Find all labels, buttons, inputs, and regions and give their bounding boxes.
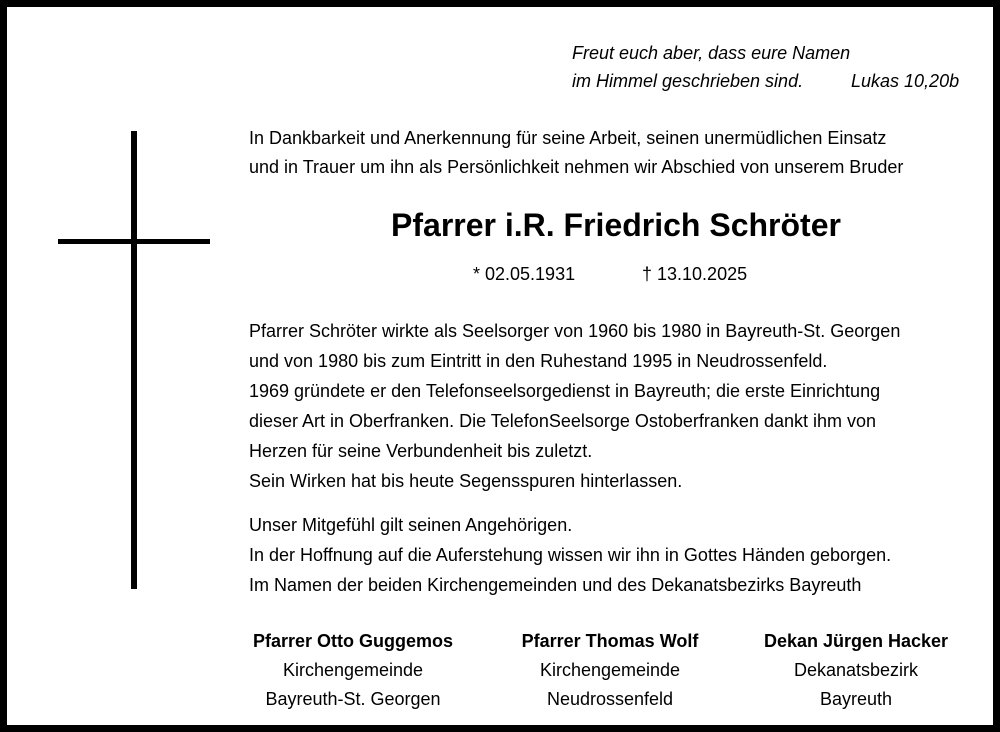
biography-line: und von 1980 bis zum Eintritt in den Ruhestand 1995 in Neudrossenfeld.	[249, 351, 828, 371]
deceased-name: Pfarrer i.R. Friedrich Schröter	[391, 207, 841, 243]
bible-verse-line-2: im Himmel geschrieben sind.	[572, 71, 804, 91]
condolence-text	[249, 510, 891, 600]
signatory-parish: Kirchengemeinde	[539, 660, 681, 680]
bible-verse-reference: Lukas 10,20b	[851, 71, 960, 91]
biography-line: Herzen für seine Verbundenheit bis zuletzt.	[249, 441, 593, 461]
condolence-line: Unser Mitgefühl gilt seinen Angehörigen.	[249, 515, 573, 535]
signatory-3	[706, 627, 1000, 714]
signatory-parish: Kirchengemeinde	[282, 660, 424, 680]
condolence-line: Im Namen der beiden Kirchengemeinden und des Dekanatsbezirks Bayreuth	[249, 575, 862, 595]
signatory-name: Pfarrer Thomas Wolf	[521, 631, 699, 651]
signatory-name: Pfarrer Otto Guggemos	[252, 631, 454, 651]
signatory-location: Bayreuth-St. Georgen	[265, 689, 441, 709]
signatory-location: Neudrossenfeld	[546, 689, 674, 709]
biography-line: dieser Art in Oberfranken. Die TelefonSeelsorge Ostoberfranken dankt ihm von	[249, 411, 877, 431]
signatory-1	[203, 627, 503, 714]
bible-verse-line-1: Freut euch aber, dass eure Namen	[572, 43, 851, 63]
biography-text	[249, 316, 900, 496]
signatory-district: Dekanatsbezirk	[793, 660, 919, 680]
death-date: † 13.10.2025	[642, 264, 748, 284]
biography-line: Pfarrer Schröter wirkte als Seelsorger von 1960 bis 1980 in Bayreuth-St. Georgen	[249, 321, 901, 341]
biography-line: 1969 gründete er den Telefonseelsorgedienst in Bayreuth; die erste Einrichtung	[249, 381, 881, 401]
condolence-line: In der Hoffnung auf die Auferstehung wissen wir ihn in Gottes Händen geborgen.	[249, 545, 892, 565]
signatory-location: Bayreuth	[819, 689, 893, 709]
biography-line: Sein Wirken hat bis heute Segensspuren hinterlassen.	[249, 471, 683, 491]
intro-line-2: und in Trauer um ihn als Persönlichkeit nehmen wir Abschied von unserem Bruder	[249, 157, 904, 177]
birth-date: * 02.05.1931	[473, 264, 576, 284]
cross-icon	[131, 131, 137, 589]
signatory-name: Dekan Jürgen Hacker	[763, 631, 949, 651]
intro-line-1: In Dankbarkeit und Anerkennung für seine Arbeit, seinen unermüdlichen Einsatz	[249, 128, 887, 148]
